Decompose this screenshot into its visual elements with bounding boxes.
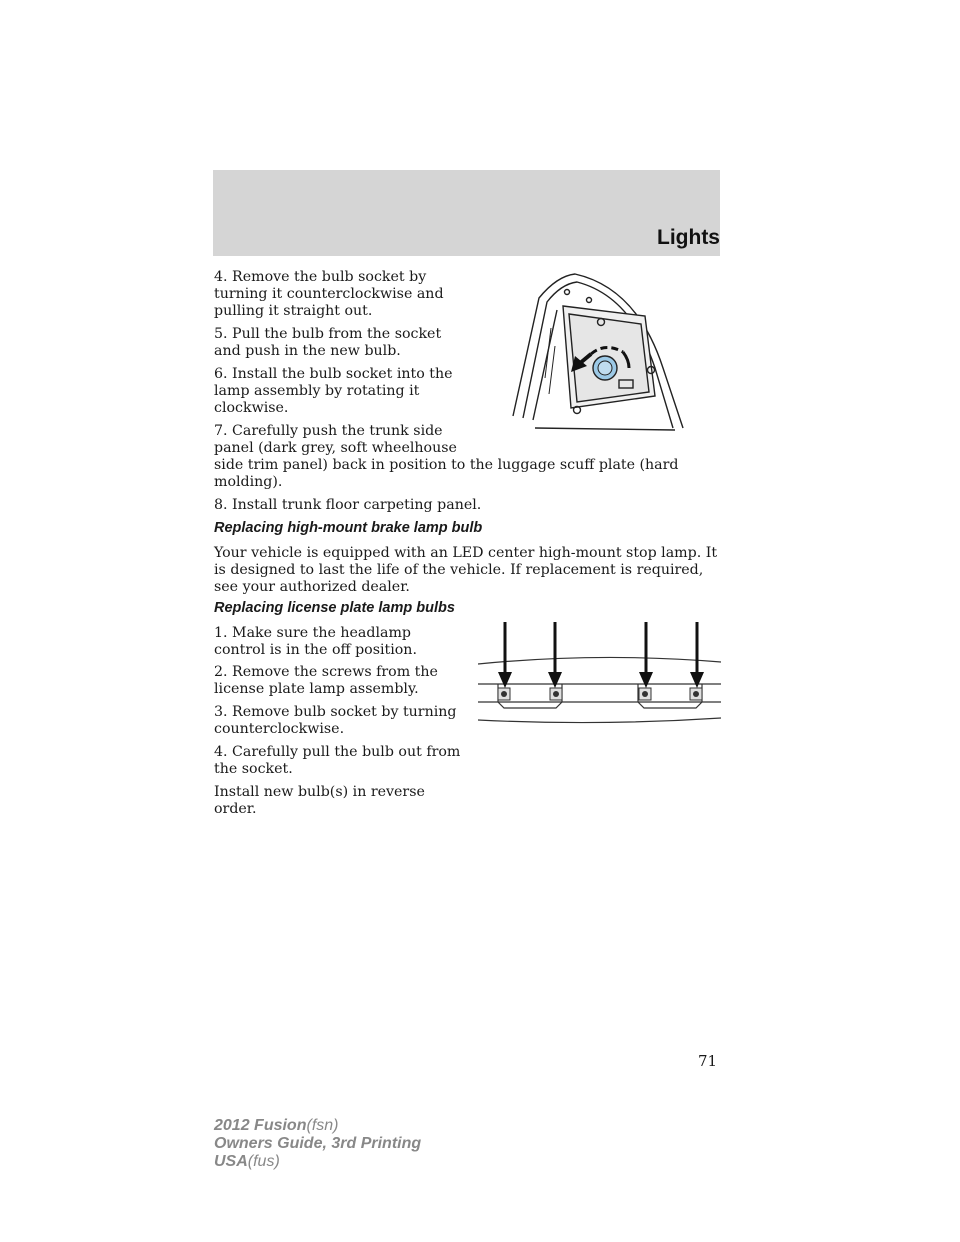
heading-license-plate-lamp: Replacing license plate lamp bulbs	[214, 600, 455, 616]
step-5-text: 5. Pull the bulb from the socket and push in the new bulb.	[214, 326, 442, 359]
section-title: Lights	[657, 226, 720, 249]
step-4-text: 4. Remove the bulb socket by turning it counterclockwise and pulling it straight out.	[214, 269, 444, 319]
footer-model-code: (fsn)	[306, 1117, 339, 1134]
footer-market-code: (fus)	[247, 1153, 280, 1170]
license-step-3-text: 3. Remove bulb socket by turning counterclockwise.	[214, 704, 457, 737]
step-8-text: 8. Install trunk floor carpeting panel.	[214, 497, 482, 513]
footer-line-1	[214, 1117, 421, 1135]
step-7-text-b: side trim panel) back in position to the luggage scuff plate (hard molding).	[214, 457, 679, 490]
license-step-5-text: Install new bulb(s) in reverse order.	[214, 784, 425, 817]
license-step-1-text: 1. Make sure the headlamp control is in the off position.	[214, 625, 417, 658]
license-step-2-text: 2. Remove the screws from the license plate lamp assembly.	[214, 664, 438, 697]
heading-high-mount-brake-lamp: Replacing high-mount brake lamp bulb	[214, 520, 483, 536]
license-step-4-text: 4. Carefully pull the bulb out from the socket.	[214, 744, 461, 777]
footer-line-3	[214, 1153, 421, 1171]
footer-model: 2012 Fusion	[214, 1117, 307, 1134]
footer-market: USA	[214, 1153, 248, 1170]
tail-lamp-illustration	[505, 268, 685, 436]
footer-line-2: Owners Guide, 3rd Printing	[214, 1135, 422, 1152]
header-band	[213, 170, 720, 256]
step-7-text-a: 7. Carefully push the trunk side panel (dark grey, soft wheelhouse	[214, 423, 457, 456]
footer	[214, 1117, 421, 1171]
step-6-text: 6. Install the bulb socket into the lamp assembly by rotating it clockwise.	[214, 366, 453, 416]
screw-arrow-icons	[498, 622, 704, 688]
license-plate-lamp-illustration	[478, 622, 721, 734]
page-number: 71	[698, 1052, 718, 1070]
brake-lamp-text: Your vehicle is equipped with an LED center high-mount stop lamp. It is designed to last the life of the vehicle. If replacement is required, see your authorized dealer.	[214, 545, 718, 595]
